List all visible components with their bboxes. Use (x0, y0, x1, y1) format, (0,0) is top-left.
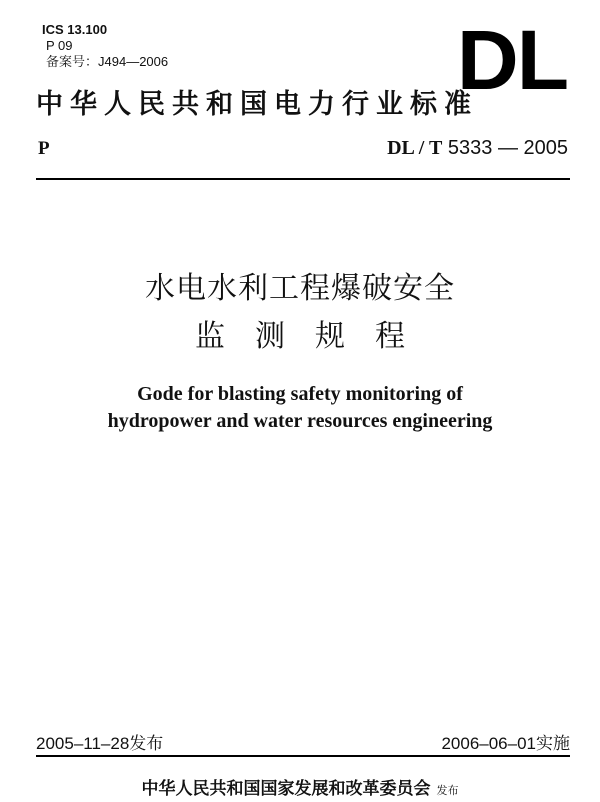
issuer-name: 中华人民共和国国家发展和改革委员会 (141, 779, 431, 799)
issue-date: 2005–11–28发布 (36, 734, 164, 753)
document-title-cn-line2: 监 测 规 程 (195, 319, 405, 354)
bottom-divider (36, 755, 570, 757)
document-title-en-line1: Gode for blasting safety monitoring of (137, 383, 463, 405)
standard-number-prefix: DL / T (387, 137, 443, 159)
document-title-en-line2: hydropower and water resources engineering (107, 410, 493, 432)
document-title-cn-line1: 水电水利工程爆破安全 (145, 271, 455, 306)
effective-date: 2006–06–01实施 (441, 734, 570, 753)
top-divider (36, 178, 570, 180)
standard-number (387, 136, 568, 160)
category-code: P 09 (46, 38, 73, 53)
dl-logo: DL (456, 13, 568, 107)
standard-type-title: 中华人民共和国电力行业标准 (36, 89, 478, 120)
filing-number: 备案号：J494—2006 (46, 54, 169, 69)
ics-code: ICS 13.100 (42, 22, 108, 37)
issuer-suffix: 发布 (436, 784, 459, 797)
category-letter: P (38, 138, 50, 159)
standard-number-value: 5333 — 2005 (447, 137, 568, 159)
issuing-authority (0, 778, 600, 802)
